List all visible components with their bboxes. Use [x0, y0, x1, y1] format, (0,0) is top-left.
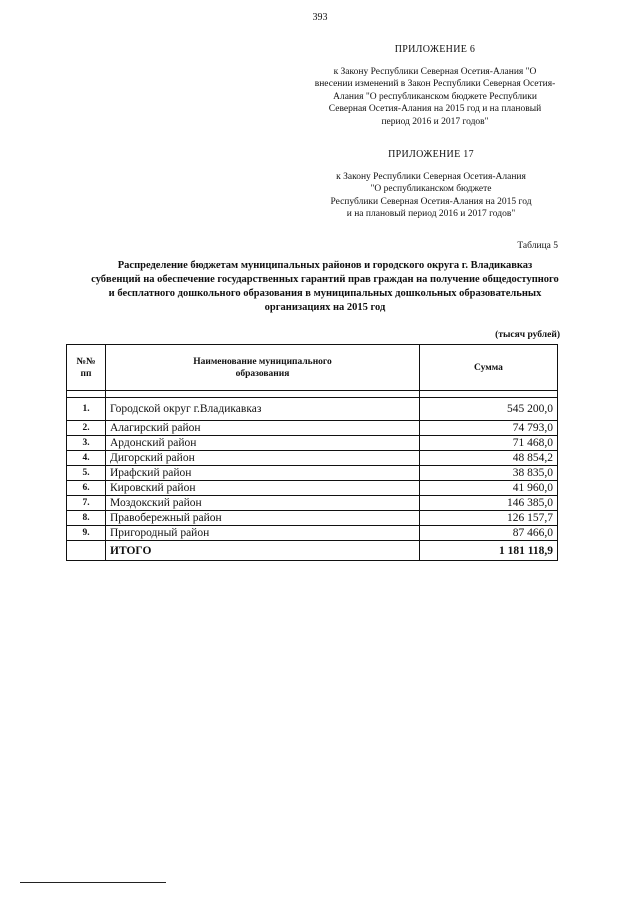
- row-sum: 48 854,2: [420, 451, 558, 466]
- row-sum: 126 157,7: [420, 511, 558, 526]
- annex-6-line: Северная Осетия-Алания на 2015 год и на плановый: [328, 104, 542, 114]
- annex-17-line: и на плановый период 2016 и 2017 годов": [346, 209, 516, 219]
- row-sum: 146 385,0: [420, 496, 558, 511]
- units-label: (тысяч рублей): [495, 330, 560, 340]
- row-number: 8.: [67, 511, 106, 526]
- annex-17-line: "О республиканском бюджете: [370, 184, 492, 194]
- row-number: 6.: [67, 481, 106, 496]
- row-name: Ирафский район: [106, 466, 420, 481]
- row-number: 1.: [67, 398, 106, 421]
- annex-17-line: Республики Северная Осетия-Алания на 2015 год: [330, 196, 532, 207]
- row-number: 7.: [67, 496, 106, 511]
- table-row: [67, 451, 558, 466]
- title-line: Распределение бюджетам муниципальных районов и городского округа г. Владикавказ: [117, 260, 533, 271]
- row-sum: 545 200,0: [420, 398, 558, 421]
- header-number-line: пп: [80, 368, 92, 379]
- total-label: ИТОГО: [106, 541, 420, 561]
- table-row: [67, 481, 558, 496]
- table-label: Таблица 5: [517, 241, 558, 251]
- total-number: [67, 541, 106, 561]
- table-row: [67, 511, 558, 526]
- table-row: [67, 466, 558, 481]
- annex-17-block: [300, 149, 562, 221]
- table-row: [67, 398, 558, 421]
- document-title: [80, 259, 570, 315]
- row-name: Ардонский район: [106, 436, 420, 451]
- row-number: 3.: [67, 436, 106, 451]
- row-name: Городской округ г.Владикавказ: [106, 398, 420, 421]
- row-sum: 87 466,0: [420, 526, 558, 541]
- header-sum: Сумма: [420, 345, 558, 391]
- annex-6-line: внесении изменений в Закон Республики Северная Осетия-: [314, 79, 556, 89]
- annex-6-block: [300, 44, 570, 128]
- row-name: Дигорский район: [106, 451, 420, 466]
- row-name: Моздокский район: [106, 496, 420, 511]
- annex-6-heading: ПРИЛОЖЕНИЕ 6: [394, 44, 476, 55]
- table-row: [67, 436, 558, 451]
- annex-17-heading: ПРИЛОЖЕНИЕ 17: [388, 149, 474, 160]
- table-row: [67, 526, 558, 541]
- row-number: 2.: [67, 421, 106, 436]
- budget-table: [66, 344, 558, 561]
- page-number: 393: [312, 12, 328, 23]
- annex-6-line: Алания "О республиканском бюджете Республики: [333, 91, 537, 102]
- row-name: Правобережный район: [106, 511, 420, 526]
- row-number: 9.: [67, 526, 106, 541]
- row-sum: 41 960,0: [420, 481, 558, 496]
- annex-6-line: к Закону Республики Северная Осетия-Алания "О: [333, 66, 537, 77]
- title-line: и бесплатного дошкольного образования в муниципальных дошкольных образовательных: [108, 288, 542, 299]
- table-header-row: [67, 345, 558, 391]
- total-sum: 1 181 118,9: [420, 541, 558, 561]
- spacer-row: [67, 391, 558, 398]
- header-number-line: №№: [76, 356, 96, 367]
- row-name: Алагирский район: [106, 421, 420, 436]
- header-number: [67, 345, 106, 391]
- annex-6-line: период 2016 и 2017 годов": [381, 116, 489, 127]
- title-line: организациях на 2015 год: [264, 302, 386, 313]
- header-name-line: образования: [235, 368, 290, 379]
- row-name: Пригородный район: [106, 526, 420, 541]
- row-name: Кировский район: [106, 481, 420, 496]
- row-number: 4.: [67, 451, 106, 466]
- annex-17-line: к Закону Республики Северная Осетия-Алания: [336, 171, 526, 182]
- row-sum: 71 468,0: [420, 436, 558, 451]
- header-name-line: Наименование муниципального: [193, 356, 332, 367]
- footnote-divider: [20, 882, 166, 883]
- row-sum: 38 835,0: [420, 466, 558, 481]
- row-sum: 74 793,0: [420, 421, 558, 436]
- total-row: [67, 541, 558, 561]
- header-name: [106, 345, 420, 391]
- row-number: 5.: [67, 466, 106, 481]
- table-row: [67, 421, 558, 436]
- title-line: субвенций на обеспечение государственных гарантий прав граждан на получение общедоступного: [91, 274, 559, 285]
- table-row: [67, 496, 558, 511]
